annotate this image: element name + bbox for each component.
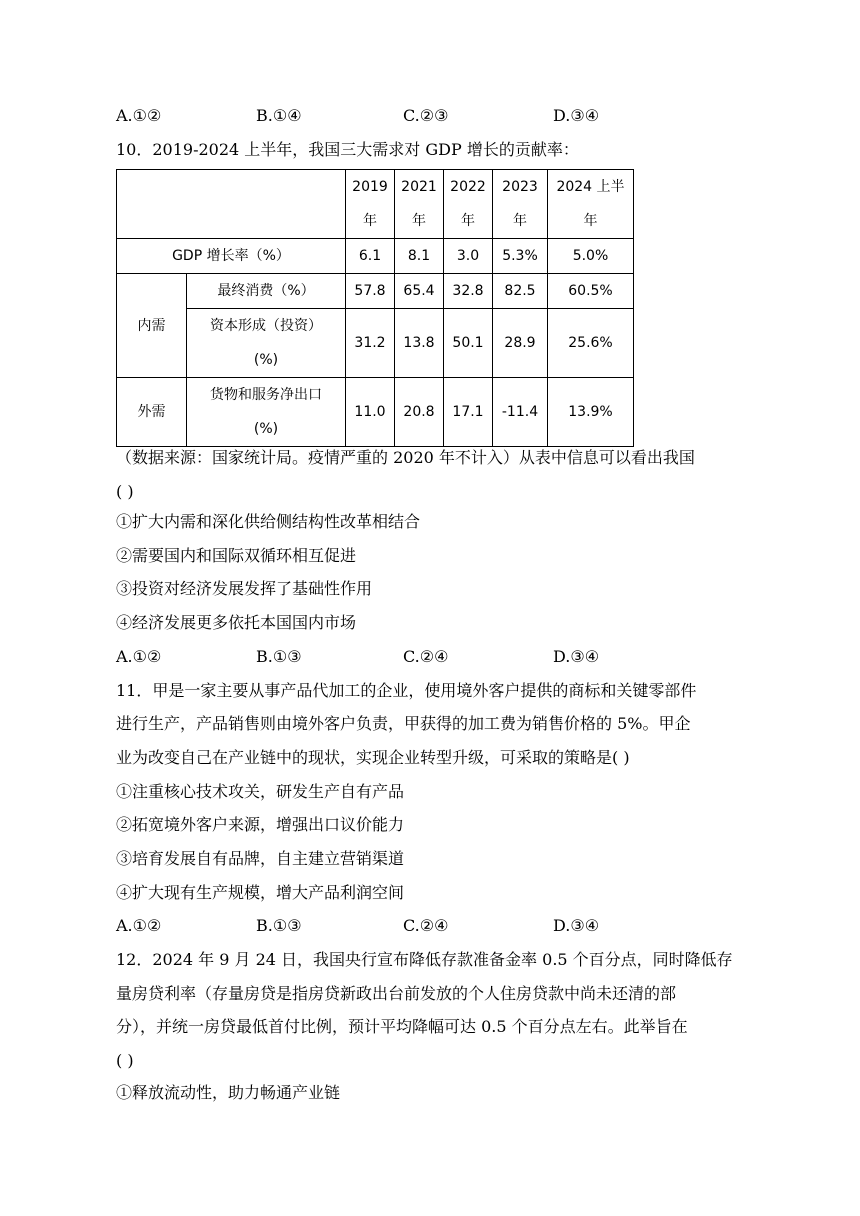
q11-option-c: C.②④ — [403, 916, 449, 935]
q11-options — [116, 916, 716, 936]
q11-item-3: ③培育发展自有品牌，自主建立营销渠道 — [116, 849, 405, 868]
table-corner-cell — [117, 170, 346, 239]
q11-item-2: ②拓宽境外客户来源，增强出口议价能力 — [116, 815, 405, 834]
q12-stem-line-2: 量房贷利率（存量房贷是指房贷新政出台前发放的个人住房贷款中尚未还清的部 — [116, 984, 677, 1003]
q11-stem-line-2: 进行生产，产品销售则由境外客户负责，甲获得的加工费为销售价格的 5%。甲企 — [116, 714, 691, 733]
q12-answer-blank: ( ) — [116, 1051, 134, 1070]
q10-source-line: （数据来源：国家统计局。疫情严重的 2020 年不计入）从表中信息可以看出我国 — [116, 448, 695, 467]
q10-item-1: ①扩大内需和深化供给侧结构性改革相结合 — [116, 512, 421, 531]
q11-option-d: D.③④ — [553, 916, 600, 935]
q11-item-1: ①注重核心技术攻关，研发生产自有产品 — [116, 782, 405, 801]
table-header-row — [117, 170, 634, 239]
q11-stem-line-3: 业为改变自己在产业链中的现状，实现企业转型升级，可采取的策略是( ) — [116, 748, 630, 767]
q11-option-b: B.①③ — [256, 916, 302, 935]
q9-option-c: C.②③ — [403, 106, 449, 125]
table-cell: 82.5 — [493, 274, 548, 309]
table-cell: 20.8 — [395, 378, 444, 447]
table-cell: 6.1 — [346, 239, 395, 274]
q11-option-a: A.①② — [116, 916, 162, 935]
table-cell: 57.8 — [346, 274, 395, 309]
table-cell: 3.0 — [444, 239, 493, 274]
table-cell: 25.6% — [548, 309, 634, 378]
q12-stem-line-3: 分），并统一房贷最低首付比例，预计平均降幅可达 0.5 个百分点左右。此举旨在 — [116, 1017, 688, 1036]
table-cell: 17.1 — [444, 378, 493, 447]
table-row-consumption — [117, 274, 634, 309]
q10-stem: 10．2019-2024 上半年，我国三大需求对 GDP 增长的贡献率： — [116, 140, 579, 159]
table-row-capital — [117, 309, 634, 378]
table-year-cell: 2022 年 — [444, 170, 493, 239]
q10-options — [116, 647, 716, 667]
q10-option-a: A.①② — [116, 647, 162, 666]
q9-options — [116, 106, 716, 126]
q10-item-4: ④经济发展更多依托本国国内市场 — [116, 613, 357, 632]
neixu-label: 内需 — [117, 274, 187, 378]
capital-label: 资本形成（投资） (%) — [187, 309, 346, 378]
table-year-cell: 2024 上半 年 — [548, 170, 634, 239]
q9-option-b: B.①④ — [256, 106, 302, 125]
table-row-gdp — [117, 239, 634, 274]
table-cell: 8.1 — [395, 239, 444, 274]
table-cell: 60.5% — [548, 274, 634, 309]
table-cell: -11.4 — [493, 378, 548, 447]
q10-answer-blank: ( ) — [116, 482, 134, 501]
q12-stem-line-1: 12．2024 年 9 月 24 日，我国央行宣布降低存款准备金率 0.5 个百分点，同时降低存 — [116, 950, 733, 969]
contribution-table — [116, 169, 634, 447]
q12-item-1: ①释放流动性，助力畅通产业链 — [116, 1083, 341, 1102]
table-year-cell: 2019 年 — [346, 170, 395, 239]
q11-item-4: ④扩大现有生产规模，增大产品利润空间 — [116, 883, 405, 902]
q10-option-c: C.②④ — [403, 647, 449, 666]
q10-option-d: D.③④ — [553, 647, 600, 666]
table-cell: 5.3% — [493, 239, 548, 274]
table-cell: 13.8 — [395, 309, 444, 378]
table-cell: 32.8 — [444, 274, 493, 309]
q9-option-d: D.③④ — [553, 106, 600, 125]
table-cell: 5.0% — [548, 239, 634, 274]
table-row-netexport — [117, 378, 634, 447]
table-year-cell: 2023 年 — [493, 170, 548, 239]
table-cell: 11.0 — [346, 378, 395, 447]
table-cell: 65.4 — [395, 274, 444, 309]
table-cell: 50.1 — [444, 309, 493, 378]
q9-option-a: A.①② — [116, 106, 162, 125]
q10-item-2: ②需要国内和国际双循环相互促进 — [116, 546, 357, 565]
table-cell: 28.9 — [493, 309, 548, 378]
q11-stem-line-1: 11．甲是一家主要从事产品代加工的企业，使用境外客户提供的商标和关键零部件 — [116, 681, 697, 700]
table-cell: 13.9% — [548, 378, 634, 447]
waixu-label: 外需 — [117, 378, 187, 447]
table-cell: 31.2 — [346, 309, 395, 378]
table-year-cell: 2021 年 — [395, 170, 444, 239]
netexport-label: 货物和服务净出口 (%) — [187, 378, 346, 447]
q10-item-3: ③投资对经济发展发挥了基础性作用 — [116, 579, 373, 598]
consumption-label: 最终消费（%） — [187, 274, 346, 309]
q10-option-b: B.①③ — [256, 647, 302, 666]
gdp-label: GDP 增长率（%） — [117, 239, 346, 274]
